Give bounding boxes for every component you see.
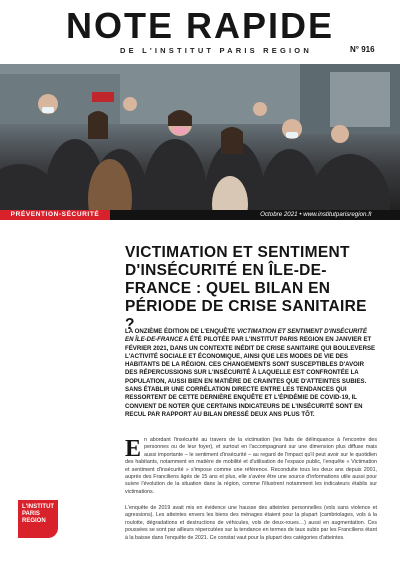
logo-line-1: L'INSTITUT: [22, 504, 55, 510]
crowd-illustration: [0, 64, 400, 210]
lead-rest: A ÉTÉ PILOTÉE PAR L'INSTITUT PARIS REGION EN JANVIER ET FÉVRIER 2021, DANS UN CONTEXTE INÉDIT DE CRISE SANITAIRE QUI BOULEVERSE L'ACTIVITÉ SOCIALE ET ÉCONOMIQUE, AINSI QUE LES MODES DE VIE DES HABITANTS DE LA RÉGION. CES CHANGEMENTS SONT SUSCEPTIBLES D'AVOIR DES RÉPERCUSSIONS SUR L'INSÉCURITÉ À LAQUELLE EST CONFRONTÉE LA POPULATION, AUSSI BIEN EN MATIÈRE DE CRAINTES QUE D'ATTEINTES SUBIES. SANS ÉTABLIR UNE CORRÉLATION DIRECTE ENTRE LES TENDANCES QUI RESSORTENT DE CETTE DERNIÈRE ENQUÊTE ET L'ÉPIDÉMIE DE COVID-19, IL CONVIENT DE NOTER QUE CERTAINS INDICATEURS DE L'INSÉCURITÉ SONT EN RECUL PAR RAPPORT AU BILAN DRESSÉ DEUX ANS PLUS TÔT.: [125, 336, 376, 418]
body-text-1: n abordant l'insécurité au travers de la victimation (les faits de délinquance à l'encontre des personnes ou de leur foyer), et surtout en l'accompagnant sur une dimension plus diffuse mais aussi importante – le sentiment d'insécurité – au regard de l'impact qu'il peut avoir sur le quotidien des habitants, notamment en matière de mobilité et d'utilisation de l'espace public, l'enquête « Victimation et sentiment d'insécurité » s'impose comme une référence. Reconduite tous les deux ans depuis 2001, auprès des Franciliens âgés de 15 ans et plus, elle s'avère être une source d'informations utile aussi pour suivre l'évolution de la situation dans la région, comme l'illustrent notamment les indicateurs établis sur victimations.: [125, 437, 377, 495]
logo-line-3: REGION: [22, 518, 46, 524]
date-and-website: Octobre 2021 • www.institutparisregion.fr: [260, 211, 372, 218]
survey-name: VICTIMATION ET SENTIMENT D'INSÉCURITÉ EN ÎLE-DE-FRANCE: [125, 328, 367, 344]
masthead: [0, 0, 400, 62]
category-band: [0, 210, 400, 220]
issue-number: N° 916: [350, 45, 375, 54]
lead-paragraph: [125, 328, 377, 419]
institut-logo: [18, 500, 58, 538]
crowd-photo: [0, 64, 400, 210]
publication-title: NOTE RAPIDE: [65, 5, 335, 46]
drop-cap: E: [125, 436, 142, 462]
body-paragraph-2: L'enquête de 2019 avait mis en évidence une hausse des atteintes personnelles (vols sans violence et agressions). Les atteintes envers les biens des ménages étaient pour la plupart (cambriolages, vols à la roulotte, dégradations et destructions de véhicules, vols de deux-roues…) aussi en augmentation. Ces poussées se sont par ailleurs répercutées sur la tendance en termes de taux subis par les Franciliens étant à la baisse dans l'enquête de 2021. Ce constat vaut pour la plupart des catégories d'atteintes.: [125, 505, 377, 541]
body-paragraph-1: [125, 437, 377, 496]
logo-line-2: PARIS: [22, 511, 40, 517]
article-headline: VICTIMATION ET SENTIMENT D'INSÉCURITÉ EN ÎLE-DE-FRANCE : QUEL BILAN EN PÉRIODE DE CRISE SANITAIRE ?: [125, 244, 367, 333]
publisher-subtitle: DE L'INSTITUT PARIS REGION: [120, 46, 312, 55]
category-label: PRÉVENTION-SÉCURITÉ: [0, 210, 110, 220]
lead-intro: LA ONZIÈME ÉDITION DE L'ENQUÊTE: [125, 328, 237, 335]
